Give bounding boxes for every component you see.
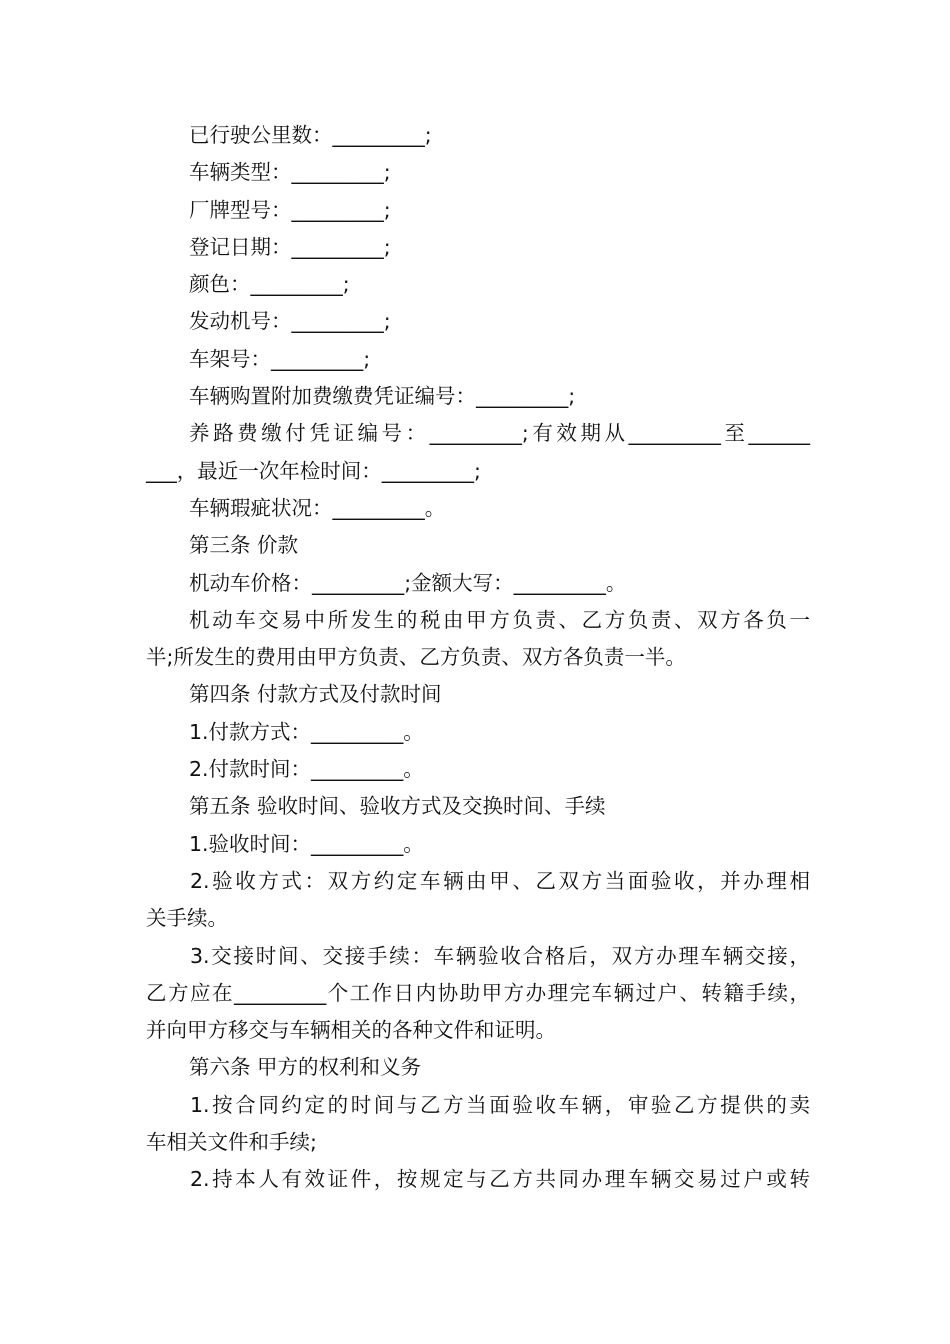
engine-number-line: 发动机号：_________; [189, 309, 391, 334]
payment-method-line: 1.付款方式：_________。 [189, 719, 424, 744]
party-a-rights-line-2: 车相关文件和手续; [146, 1130, 317, 1155]
tax-responsibility-line-1: 机动车交易中所发生的税由甲方负责、乙方负责、双方各负一 [189, 607, 810, 632]
registration-date-line: 登记日期：_________; [189, 234, 391, 259]
article-six-heading: 第六条 甲方的权利和义务 [189, 1055, 422, 1080]
vehicle-type-line: 车辆类型：_________; [189, 160, 391, 185]
handover-line-1: 3.交接时间、交接手续：车辆验收合格后，双方办理车辆交接， [190, 943, 810, 968]
brand-model-line: 厂牌型号：_________; [189, 197, 391, 222]
vehicle-defects-line: 车辆瑕疵状况：_________。 [189, 495, 446, 520]
handover-line-3: 并向甲方移交与车辆相关的各种文件和证明。 [146, 1018, 556, 1043]
tax-responsibility-line-2: 半;所发生的费用由甲方负责、乙方负责、双方各负责一半。 [146, 645, 686, 670]
inspection-method-line-2: 关手续。 [146, 906, 228, 931]
party-a-rights-line-3: 2.持本人有效证件，按规定与乙方共同办理车辆交易过户或转 [190, 1167, 810, 1192]
party-a-rights-line-1: 1.按合同约定的时间与乙方当面验收车辆，审验乙方提供的卖 [190, 1092, 810, 1117]
inspection-time-line: 1.验收时间：_________。 [189, 831, 424, 856]
purchase-fee-certificate-line: 车辆购置附加费缴费凭证编号：_________; [189, 384, 576, 409]
article-three-heading: 第三条 价款 [189, 533, 299, 558]
document-body [146, 117, 810, 1199]
article-four-heading: 第四条 付款方式及付款时间 [189, 682, 442, 707]
payment-time-line: 2.付款时间：_________。 [189, 757, 424, 782]
handover-line-2: 乙方应在_________个工作日内协助甲方办理完车辆过户、转籍手续， [146, 980, 810, 1005]
article-five-heading: 第五条 验收时间、验收方式及交换时间、手续 [189, 794, 606, 819]
mileage-line: 已行驶公里数：_________; [189, 123, 432, 147]
vehicle-price-line: 机动车价格：_________;金额大写：_________。 [189, 570, 627, 595]
inspection-method-line-1: 2.验收方式：双方约定车辆由甲、乙双方当面验收，并办理相 [190, 868, 810, 893]
frame-number-line: 车架号：_________; [189, 346, 371, 371]
road-fee-certificate-line: 养路费缴付凭证编号：_________;有效期从_________至______ [189, 421, 810, 446]
annual-inspection-line: ___，最近一次年检时间：_________; [146, 458, 481, 483]
color-line: 颜色：_________; [189, 272, 350, 297]
